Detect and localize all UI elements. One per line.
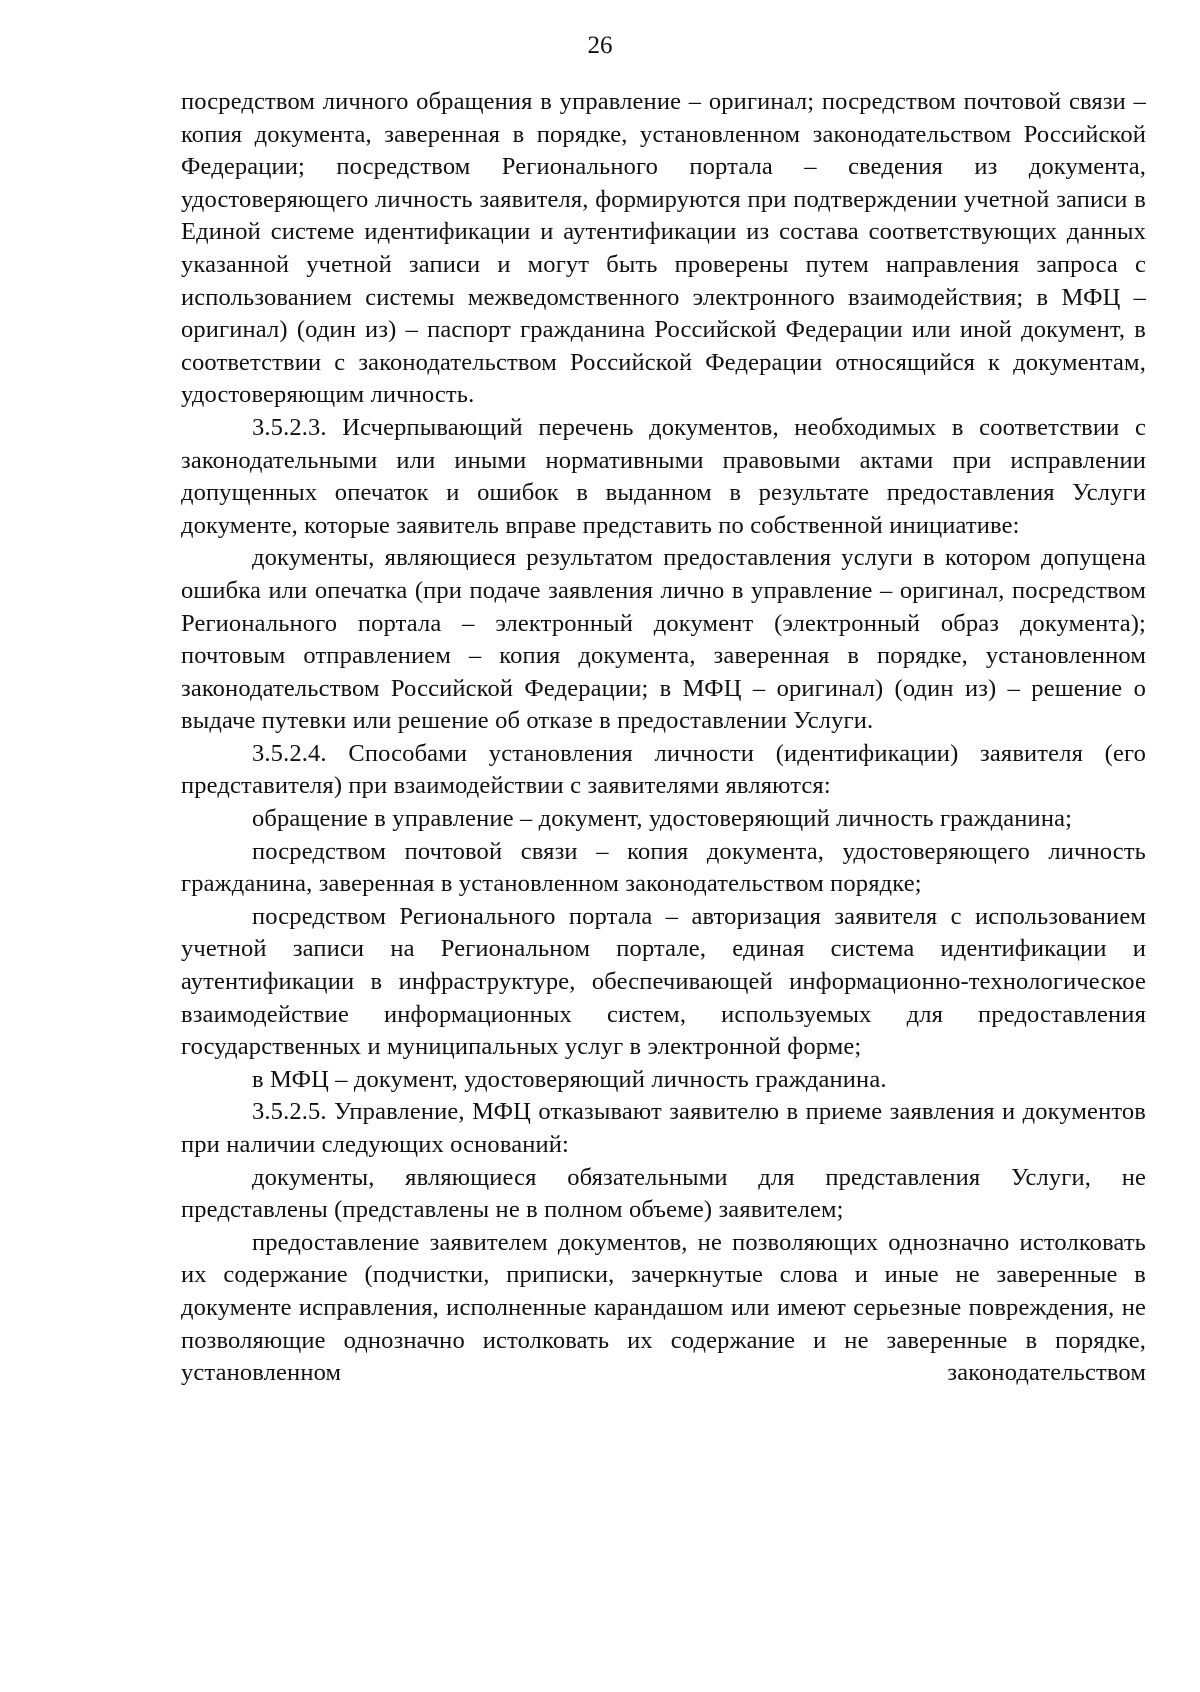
- paragraph-office-identification: обращение в управление – документ, удостоверяющий личность гражданина;: [252, 805, 1073, 833]
- paragraph-result-documents: документы, являющиеся результатом предоставления услуги в котором допущена ошибка или опечатка (при подаче заявления лично в управление – оригинал, посредством Регионального портала – электронный документ (электронный образ документа); почтовым отправлением – копия документа, заверенная в порядке, установленном законодательством Российской Федерации; в МФЦ – оригинал) (один из) – решение о выдаче путевки или решение об отказе в предоставлении Услуги.: [181, 544, 1146, 735]
- paragraph-3-5-2-5: 3.5.2.5. Управление, МФЦ отказывают заявителю в приеме заявления и документов при наличии следующих оснований:: [181, 1098, 1146, 1158]
- paragraph-portal-identification: посредством Регионального портала – авторизация заявителя с использованием учетной записи на Региональном портале, единая система идентификации и аутентификации в инфраструктуре, обеспечивающей информационно-технологическое взаимодействие информационных систем, используемых для предоставления государственных и муниципальных услуг в электронной форме;: [181, 902, 1146, 1061]
- paragraph-3-5-2-3: 3.5.2.3. Исчерпывающий перечень документов, необходимых в соответствии с законодательными или иными нормативными правовыми актами при исправлении допущенных опечаток и ошибок в выданном в результате предоставления Услуги документе, которые заявитель вправе представить по собственной инициативе:: [181, 413, 1146, 539]
- paragraph-mfc-identification: в МФЦ – документ, удостоверяющий личность гражданина.: [252, 1065, 887, 1093]
- paragraph-unclear-documents: предоставление заявителем документов, не позволяющих однозначно истолковать их содержание (подчистки, приписки, зачеркнутые слова и иные не заверенные в документе исправления, исполненные карандашом или имеют серьезные повреждения, не позволяющие однозначно истолковать их содержание и не заверенные в порядке, установленном законодательством: [181, 1228, 1146, 1387]
- page-number: 26: [587, 32, 613, 59]
- paragraph-postal-identification: посредством почтовой связи – копия документа, удостоверяющего личность гражданина, заверенная в установленном законодательством порядке;: [181, 837, 1146, 898]
- paragraph-missing-documents: документы, являющиеся обязательными для представления Услуги, не представлены (представлены не в полном объеме) заявителем;: [181, 1163, 1146, 1224]
- paragraph-3-5-2-4: 3.5.2.4. Способами установления личности (идентификации) заявителя (его представителя) при взаимодействии с заявителями являются:: [181, 739, 1146, 800]
- document-body: [181, 86, 1146, 1390]
- paragraph-identity-document-methods: посредством личного обращения в управление – оригинал; посредством почтовой связи – копия документа, заверенная в порядке, установленном законодательством Российской Федерации; посредством Регионального портала – сведения из документа, удостоверяющего личность заявителя, формируются при подтверждении учетной записи в Единой системе идентификации и аутентификации из состава соответствующих данных указанной учетной записи и могут быть проверены путем направления запроса с использованием системы межведомственного электронного взаимодействия; в МФЦ – оригинал) (один из) – паспорт гражданина Российской Федерации или иной документ, в соответствии с законодательством Российской Федерации относящийся к документам, удостоверяющим личность.: [181, 88, 1146, 409]
